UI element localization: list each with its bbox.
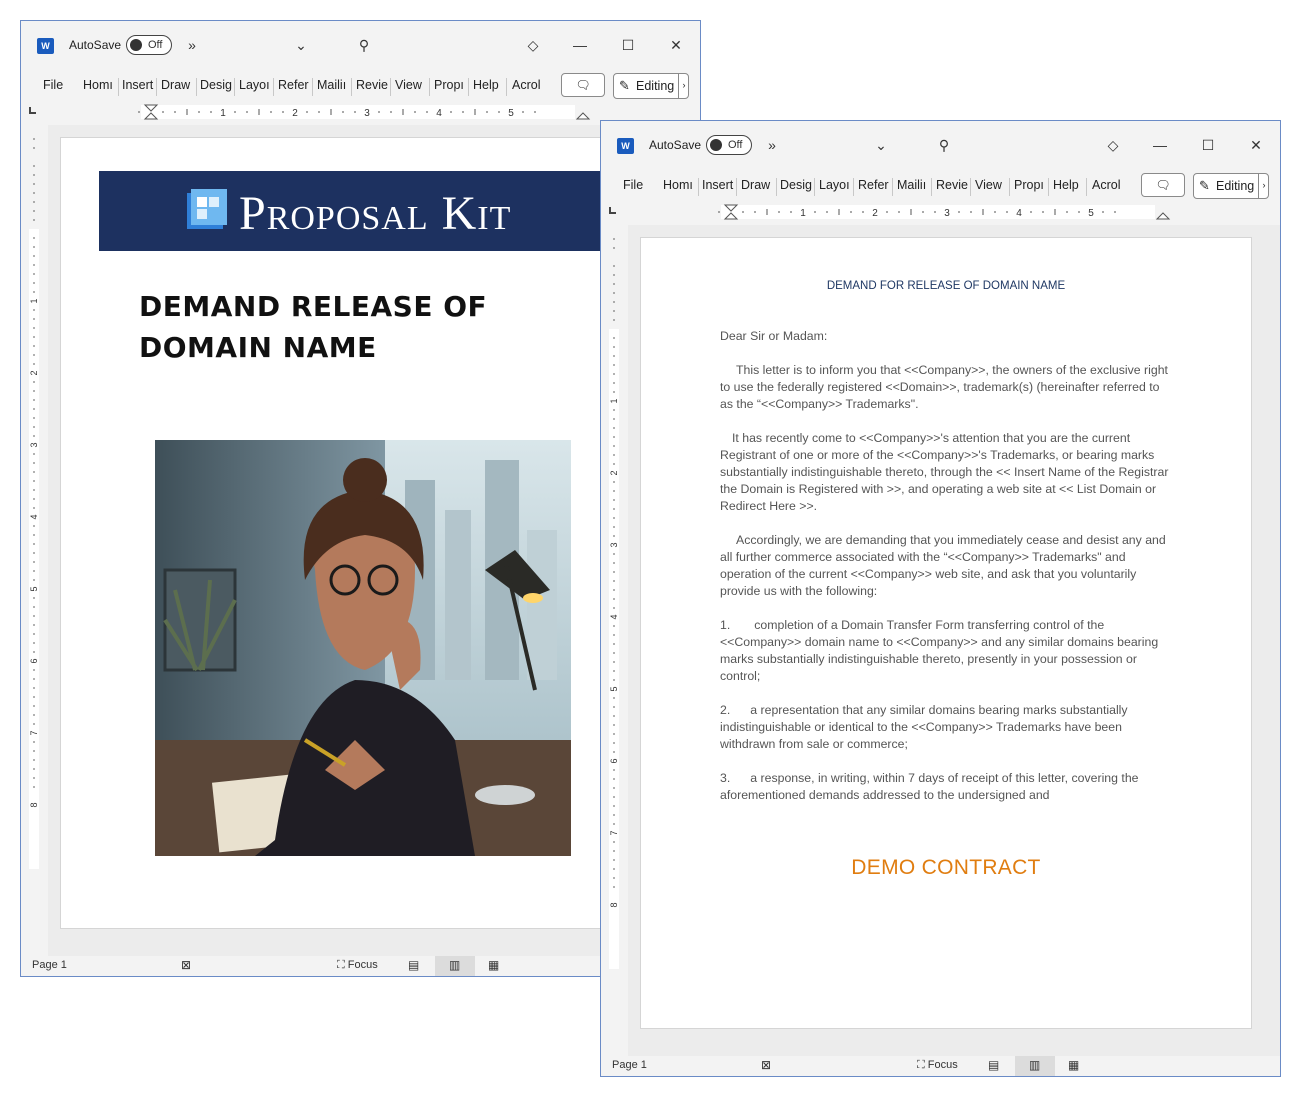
vruler-number: 7 xyxy=(29,730,39,736)
proofing-icon[interactable]: ⊠ xyxy=(761,1058,772,1072)
proposal-kit-banner xyxy=(99,171,659,251)
vruler-number: 5 xyxy=(609,686,619,692)
vruler-number: 1 xyxy=(29,298,39,304)
tab-review[interactable]: Revie xyxy=(936,178,968,192)
chevron-down-icon[interactable]: ⌄ xyxy=(295,37,307,53)
proposal-kit-logo-icon xyxy=(185,187,231,233)
diamond-icon[interactable]: ◇ xyxy=(527,37,539,53)
paragraph-1: This letter is to inform you that <<Company>>, the owners of the exclusive right to use the federally registered <<Domain>>, trademark(s) (hereinafter referred to as the “<<Company>> Trademarks". xyxy=(720,363,1168,411)
tab-insert[interactable]: Insert xyxy=(702,178,734,192)
list-item-2 xyxy=(720,702,1172,753)
demo-watermark: DEMO CONTRACT xyxy=(851,856,1041,879)
toggle-state: Off xyxy=(148,39,163,51)
ruler-number: 2 xyxy=(292,108,298,119)
vruler-number: 1 xyxy=(609,398,619,404)
status-bar xyxy=(21,956,700,976)
print-layout-icon[interactable]: ▥ xyxy=(1029,1058,1041,1072)
tab-draw[interactable]: Draw xyxy=(161,78,191,92)
ribbon-tabs xyxy=(21,73,700,101)
word-window-letter xyxy=(600,120,1281,1077)
web-layout-icon[interactable]: ▦ xyxy=(488,958,500,972)
tab-references[interactable]: Refer xyxy=(858,178,889,192)
minimize-icon[interactable]: — xyxy=(573,37,587,53)
title-bar xyxy=(21,21,700,69)
list-number: 3. xyxy=(720,771,731,785)
ruler-number: 1 xyxy=(220,108,226,119)
comments-button[interactable] xyxy=(561,73,605,97)
paragraph-2: It has recently come to <<Company>>'s attention that you are the current Registrant of one or more of the <<Company>>'s Trademarks, or bearing marks substantially indistinguishable thereto, through the << Insert Name of the Registrar the Domain is Registered with >>, and operating a web site at << List Domain or Redirect Here >>. xyxy=(720,431,1169,513)
focus-icon: ⛶ xyxy=(917,1059,928,1071)
vruler-number: 3 xyxy=(609,542,619,548)
vruler-number: 7 xyxy=(609,830,619,836)
page-number[interactable]: Page 1 xyxy=(32,959,67,971)
toggle-state: Off xyxy=(728,139,743,151)
autosave-label: AutoSave xyxy=(649,138,702,152)
diamond-icon[interactable]: ◇ xyxy=(1107,137,1119,153)
list-number: 1. xyxy=(720,618,731,632)
tab-file[interactable]: File xyxy=(623,178,644,192)
tab-acrobat[interactable]: Acrol xyxy=(512,78,541,92)
read-mode-icon[interactable]: ▤ xyxy=(408,958,420,972)
tab-mailings[interactable]: Mailiı xyxy=(317,78,347,92)
tab-references[interactable]: Refer xyxy=(278,78,309,92)
document-page[interactable] xyxy=(640,237,1252,1029)
ruler-number: 5 xyxy=(508,108,514,119)
web-layout-icon[interactable]: ▦ xyxy=(1068,1058,1080,1072)
salutation: Dear Sir or Madam: xyxy=(720,329,828,343)
tab-design[interactable]: Desig xyxy=(200,78,232,92)
ruler-number: 1 xyxy=(800,208,806,219)
tab-acrobat[interactable]: Acrol xyxy=(1092,178,1121,192)
vruler-number: 3 xyxy=(29,442,39,448)
tab-layout[interactable]: Layoı xyxy=(819,178,850,192)
search-icon[interactable]: ⚲ xyxy=(938,137,950,153)
word-app-icon: W xyxy=(617,138,634,154)
right-indent-marker[interactable] xyxy=(577,113,589,119)
ruler-number: 5 xyxy=(1088,208,1094,219)
tab-properties[interactable]: Propı xyxy=(1014,178,1044,192)
list-item-3 xyxy=(720,770,1172,804)
print-layout-icon[interactable]: ▥ xyxy=(449,958,461,972)
vruler-number: 6 xyxy=(609,758,619,764)
ruler-number: 4 xyxy=(1016,208,1022,219)
focus-button[interactable] xyxy=(337,959,378,972)
tab-draw[interactable]: Draw xyxy=(741,178,771,192)
editing-mode-button[interactable] xyxy=(613,73,689,99)
comment-icon: 🗨 xyxy=(575,78,591,92)
vruler-number: 8 xyxy=(609,902,619,908)
horizontal-ruler[interactable] xyxy=(21,101,700,123)
maximize-icon[interactable]: ☐ xyxy=(1201,137,1215,153)
tab-help[interactable]: Help xyxy=(1053,178,1079,192)
letter-body xyxy=(720,278,1172,821)
right-indent-marker[interactable] xyxy=(1157,213,1169,219)
toggle-knob xyxy=(710,139,722,151)
more-commands-icon[interactable]: » xyxy=(768,137,776,153)
tab-mailings[interactable]: Mailiı xyxy=(897,178,927,192)
tab-file[interactable]: File xyxy=(43,78,64,92)
chevron-down-icon[interactable]: ⌄ xyxy=(875,137,887,153)
comments-button[interactable] xyxy=(1141,173,1185,197)
vertical-ruler[interactable] xyxy=(27,129,41,929)
document-canvas[interactable] xyxy=(628,225,1280,1058)
pencil-icon: ✎ xyxy=(619,78,630,93)
ribbon-tabs xyxy=(601,173,1280,201)
tab-home[interactable]: Homı xyxy=(663,178,693,192)
chevron-right-icon[interactable]: › xyxy=(678,73,689,99)
editing-label: Editing xyxy=(636,79,675,93)
minimize-icon[interactable]: — xyxy=(1153,137,1167,153)
more-commands-icon[interactable]: » xyxy=(188,37,196,53)
ruler-number: 2 xyxy=(872,208,878,219)
read-mode-icon[interactable]: ▤ xyxy=(988,1058,1000,1072)
vruler-number: 2 xyxy=(29,370,39,376)
paragraph-3: Accordingly, we are demanding that you immediately cease and desist any and all further commerce associated with the “<<Company>> Trademarks" and operation of the current <<Company>> web site, and ask that you voluntarily provide us with the following: xyxy=(720,533,1166,598)
word-app-icon: W xyxy=(37,38,54,54)
tab-view[interactable]: View xyxy=(975,178,1002,192)
vruler-number: 5 xyxy=(29,586,39,592)
search-icon[interactable]: ⚲ xyxy=(358,37,370,53)
focus-icon: ⛶ xyxy=(337,959,348,971)
close-icon[interactable]: ✕ xyxy=(670,37,682,53)
cover-title-line2: DOMAIN NAME xyxy=(139,331,377,364)
vertical-ruler[interactable] xyxy=(607,229,621,1029)
ruler-number: 3 xyxy=(944,208,950,219)
page-number[interactable]: Page 1 xyxy=(612,1059,647,1071)
tab-selector[interactable] xyxy=(29,107,36,114)
list-number: 2. xyxy=(720,703,731,717)
letter-heading: DEMAND FOR RELEASE OF DOMAIN NAME xyxy=(826,280,1066,292)
word-window-cover xyxy=(20,20,701,977)
vruler-number: 2 xyxy=(609,470,619,476)
document-page[interactable] xyxy=(60,137,672,929)
tab-insert[interactable]: Insert xyxy=(122,78,154,92)
focus-label: Focus xyxy=(347,959,378,971)
list-item-1 xyxy=(720,617,1172,685)
list-text: a representation that any similar domains bearing marks substantially indistinguishable or identical to the <<Company>> Trademarks have been withdrawn from sale or commerce; xyxy=(720,703,1128,751)
tab-review[interactable]: Revie xyxy=(356,78,388,92)
tab-properties[interactable]: Propı xyxy=(434,78,464,92)
tab-help[interactable]: Help xyxy=(473,78,499,92)
editing-mode-button[interactable] xyxy=(1193,173,1269,199)
editing-label: Editing xyxy=(1216,179,1255,193)
focus-label: Focus xyxy=(927,1059,958,1071)
cover-illustration xyxy=(155,440,571,856)
tab-selector[interactable] xyxy=(609,207,616,214)
vruler-number: 4 xyxy=(609,614,619,620)
ruler-ticks xyxy=(51,101,691,123)
tab-design[interactable]: Desig xyxy=(780,178,812,192)
autosave-toggle[interactable] xyxy=(706,135,752,155)
title-bar xyxy=(601,121,1280,169)
tab-view[interactable]: View xyxy=(395,78,422,92)
vruler-number: 6 xyxy=(29,658,39,664)
autosave-toggle[interactable] xyxy=(126,35,172,55)
pencil-icon: ✎ xyxy=(1199,178,1210,193)
ruler-number: 4 xyxy=(436,108,442,119)
status-bar xyxy=(601,1056,1280,1076)
vruler-number: 4 xyxy=(29,514,39,520)
tab-layout[interactable]: Layoı xyxy=(239,78,270,92)
maximize-icon[interactable]: ☐ xyxy=(621,37,635,53)
comment-icon: 🗨 xyxy=(1155,178,1171,192)
list-text: completion of a Domain Transfer Form transferring control of the <<Company>> domain name to <<Company>> and any similar domains bearing marks substantially indistinguishable thereto, presently in your possession or control; xyxy=(720,618,1159,683)
close-icon[interactable]: ✕ xyxy=(1250,137,1262,153)
cover-title-line1: DEMAND RELEASE OF xyxy=(139,290,488,323)
ruler-ticks xyxy=(631,201,1271,223)
ruler-number: 3 xyxy=(364,108,370,119)
vruler-number: 8 xyxy=(29,802,39,808)
cover-title xyxy=(139,286,487,368)
autosave-label: AutoSave xyxy=(69,38,122,52)
tab-home[interactable]: Homı xyxy=(83,78,113,92)
banner-text: Proposal Kit xyxy=(239,187,512,240)
chevron-right-icon[interactable]: › xyxy=(1258,173,1269,199)
list-text: a response, in writing, within 7 days of receipt of this letter, covering the aforementioned demands addressed to the undersigned and xyxy=(720,771,1139,802)
toggle-knob xyxy=(130,39,142,51)
horizontal-ruler[interactable] xyxy=(601,201,1280,223)
focus-button[interactable] xyxy=(917,1059,958,1072)
proofing-icon[interactable]: ⊠ xyxy=(181,958,192,972)
